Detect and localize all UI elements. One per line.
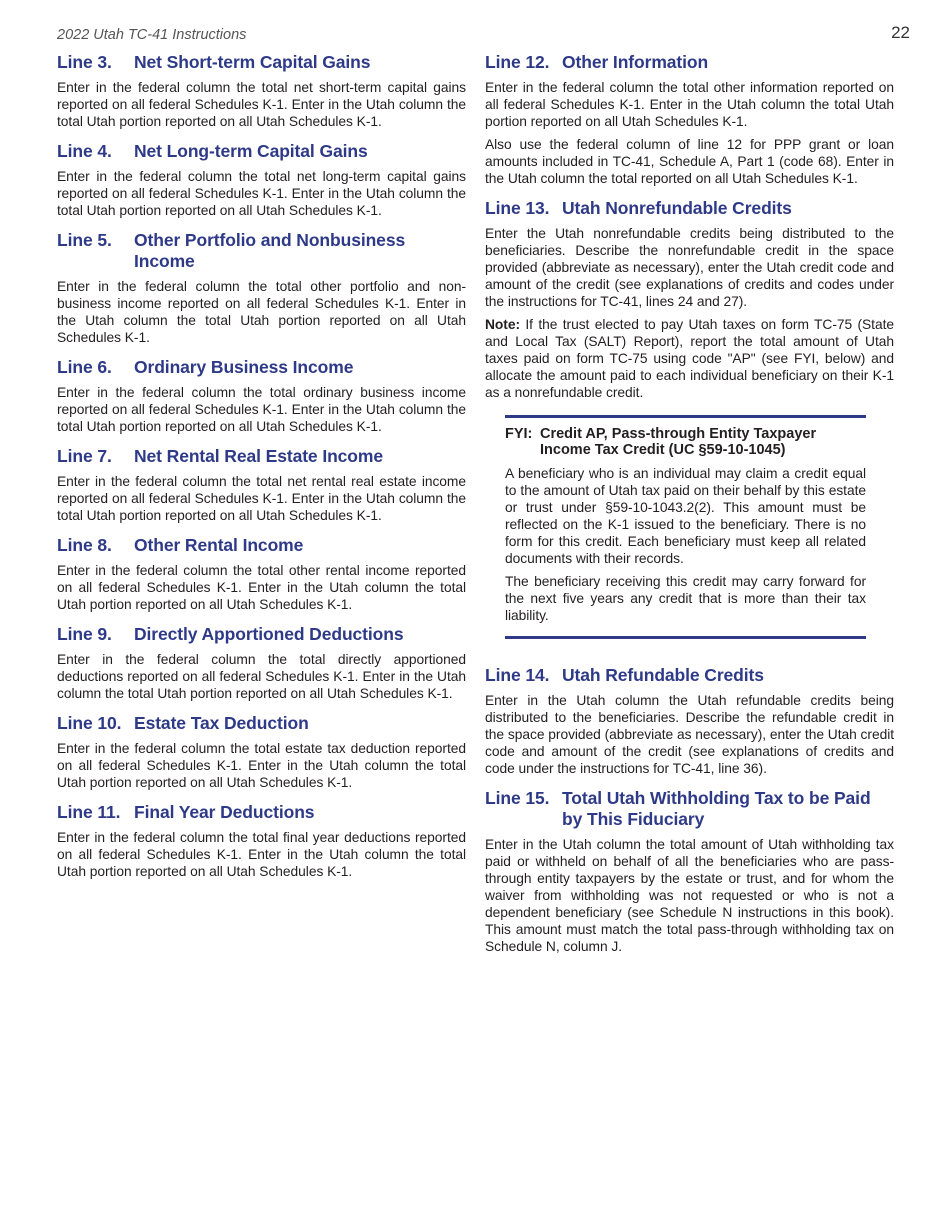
section-heading [485, 665, 894, 686]
section-title: Ordinary Business Income [134, 357, 354, 377]
fyi-paragraph: The beneficiary receiving this credit may carry forward for the next five years any credit that is more than their tax liability. [505, 574, 866, 623]
page-number: 22 [891, 23, 910, 42]
line-number: Line 15. [485, 788, 550, 808]
line-number: Line 8. [57, 535, 112, 555]
section-title: Net Rental Real Estate Income [134, 446, 383, 466]
running-head: 2022 Utah TC-41 Instructions [57, 27, 247, 43]
paragraph: Enter in the federal column the total net short-term capital gains reported on all federal Schedules K-1. Enter in the Utah column the total Utah portion reported on all Utah Schedules K-1. [57, 80, 466, 129]
section-heading [57, 52, 466, 73]
line-number: Line 11. [57, 802, 121, 822]
section-heading [485, 52, 894, 73]
line-number: Line 14. [485, 665, 550, 685]
section-title: Net Short-term Capital Gains [134, 52, 371, 72]
line-number: Line 12. [485, 52, 550, 72]
paragraph: Enter the Utah nonrefundable credits being distributed to the beneficiaries. Describe the nonrefundable credit in the space provided (abbreviate as necessary), enter the Utah credit code and amount of the credit (see explanations of credits and codes under the instructions for TC-41, lines 24 and 27). [485, 226, 894, 309]
section-title: Utah Refundable Credits [562, 665, 764, 685]
left-column [57, 52, 466, 891]
note-text: If the trust elected to pay Utah taxes on form TC-75 (State and Local Tax (SALT) Report), report the total amount of Utah taxes paid on form TC-75 using code "AP" (see FYI, below) and allocate the amount paid to each individual beneficiary on their K-1 as a nonrefundable credit. [485, 317, 894, 400]
section-line-15 [485, 788, 894, 955]
paragraph: Enter in the federal column the total net long-term capital gains reported on all federal Schedules K-1. Enter in the Utah column the total Utah portion reported on all Utah Schedules K-1. [57, 169, 466, 218]
fyi-title: Credit AP, Pass-through Entity Taxpayer Income Tax Credit (UC §59-10-1045) [540, 426, 817, 458]
section-heading [57, 535, 466, 556]
right-column [485, 52, 894, 966]
paragraph: Enter in the federal column the total other rental income reported on all federal Schedules K-1. Enter in the Utah column the total Utah portion reported on all Utah Schedules K-1. [57, 563, 466, 612]
paragraph: Enter in the federal column the total ordinary business income reported on all federal Schedules K-1. Enter in the Utah column the total Utah portion reported on all Utah Schedules K-1. [57, 385, 466, 434]
paragraph: Also use the federal column of line 12 for PPP grant or loan amounts included in TC-41, Schedule A, Part 1 (code 68). Enter in the Utah column the total reported on all Utah Schedules K-1. [485, 137, 894, 186]
line-number: Line 5. [57, 230, 112, 250]
section-title: Estate Tax Deduction [134, 713, 309, 733]
section-line-13 [485, 198, 894, 401]
section-heading [485, 198, 894, 219]
section-line-12 [485, 52, 894, 187]
fyi-paragraph: A beneficiary who is an individual may claim a credit equal to the amount of Utah tax paid on their behalf by this estate or trust under §59-10-1043.2(2). This amount must be reflected on the K-1 issued to the beneficiary. There is no form for this credit. Each beneficiary must keep all related documents with their records. [505, 466, 866, 566]
paragraph: Enter in the federal column the total estate tax deduction reported on all federal Schedules K-1. Enter in the Utah column the total Utah portion reported on all Utah Schedules K-1. [57, 741, 466, 790]
line-number: Line 6. [57, 357, 112, 377]
paragraph: Enter in the Utah column the Utah refundable credits being distributed to the beneficiaries. Describe the refundable credit in the space provided (abbreviate as necessary), enter the Utah credit code and amount of the credit (see explanations of credits and code under the instructions for TC-41, line 36). [485, 693, 894, 776]
section-line-8 [57, 535, 466, 613]
fyi-label: FYI: [505, 426, 533, 442]
section-title: Net Long-term Capital Gains [134, 141, 368, 161]
fyi-heading [505, 426, 866, 458]
line-number: Line 9. [57, 624, 112, 644]
line-number: Line 4. [57, 141, 112, 161]
section-line-14 [485, 665, 894, 777]
section-line-11 [57, 802, 466, 880]
paragraph: Enter in the federal column the total directly apportioned deductions reported on all federal Schedules K-1. Enter in the Utah column the total Utah portion reported on all Utah Schedules K-1. [57, 652, 466, 701]
section-line-9 [57, 624, 466, 702]
section-title: Other Portfolio and Nonbusiness Income [134, 230, 406, 271]
section-heading [57, 230, 466, 272]
section-title: Total Utah Withholding Tax to be Paid by This Fiduciary [562, 788, 871, 829]
paragraph: Enter in the federal column the total net rental real estate income reported on all federal Schedules K-1. Enter in the Utah column the total Utah portion reported on all Utah Schedules K-1. [57, 474, 466, 523]
section-heading [57, 357, 466, 378]
section-title: Final Year Deductions [134, 802, 315, 822]
note-label: Note: [485, 317, 521, 332]
fyi-box [505, 415, 866, 639]
section-line-7 [57, 446, 466, 524]
section-title: Utah Nonrefundable Credits [562, 198, 792, 218]
paragraph: Enter in the federal column the total final year deductions reported on all federal Schedules K-1. Enter in the Utah column the total Utah portion reported on all Utah Schedules K-1. [57, 830, 466, 879]
section-heading [57, 141, 466, 162]
section-heading [485, 788, 894, 830]
paragraph: Enter in the federal column the total other information reported on all federal Schedules K-1. Enter in the Utah column the total Utah portion reported on all Utah Schedules K-1. [485, 80, 894, 129]
line-number: Line 10. [57, 713, 122, 733]
section-title: Directly Apportioned Deductions [134, 624, 404, 644]
line-number: Line 13. [485, 198, 550, 218]
section-heading [57, 446, 466, 467]
section-heading [57, 713, 466, 734]
section-line-10 [57, 713, 466, 791]
section-line-6 [57, 357, 466, 435]
section-line-3 [57, 52, 466, 130]
section-heading [57, 624, 466, 645]
note-paragraph [485, 316, 894, 401]
section-line-5 [57, 230, 466, 346]
paragraph: Enter in the Utah column the total amount of Utah withholding tax paid or withheld on behalf of all the beneficiaries who are pass-through entity taxpayers by the estate or trust, and for whom the waiver from withholding was not requested or who is not a dependent beneficiary (see Schedule N instructions in this book). This amount must match the total pass-through withholding tax on Schedule N, column J. [485, 837, 894, 954]
section-line-4 [57, 141, 466, 219]
paragraph: Enter in the federal column the total other portfolio and non-business income reported on all federal Schedules K-1. Enter in the Utah column the total Utah portion reported on all Utah Schedules K-1. [57, 279, 466, 345]
line-number: Line 7. [57, 446, 112, 466]
section-heading [57, 802, 466, 823]
section-title: Other Information [562, 52, 709, 72]
line-number: Line 3. [57, 52, 112, 72]
section-title: Other Rental Income [134, 535, 304, 555]
